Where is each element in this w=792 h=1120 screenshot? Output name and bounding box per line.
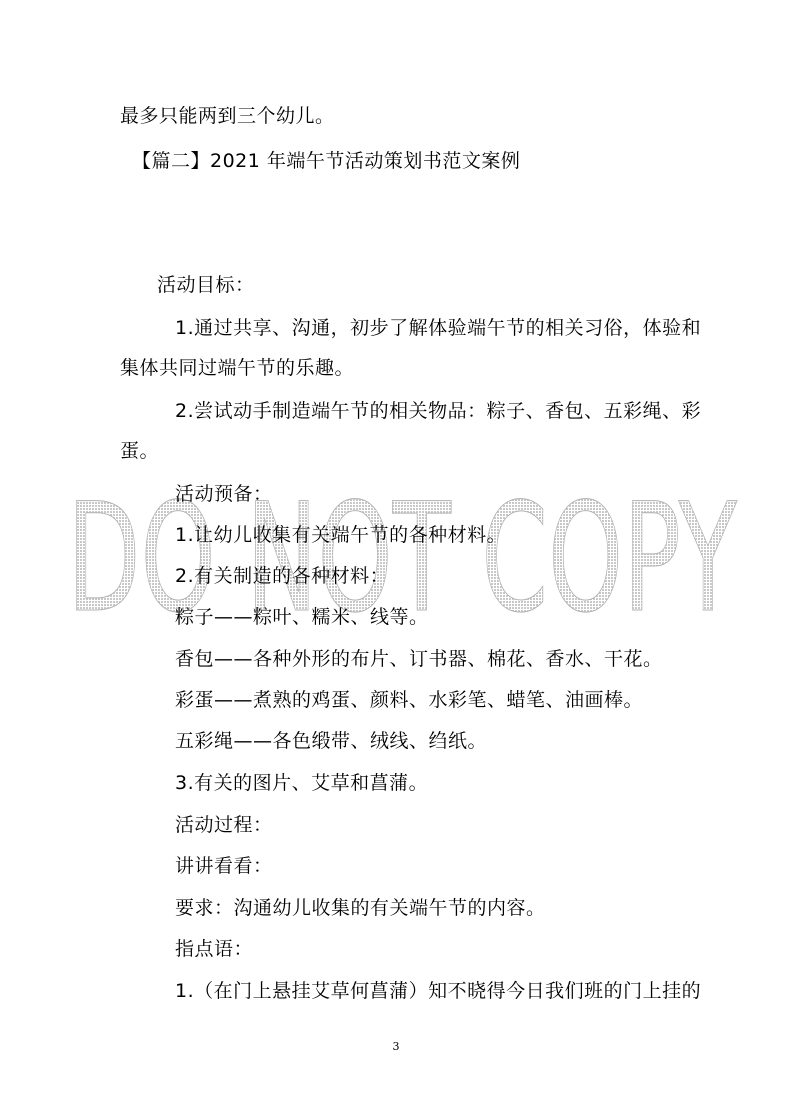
body-text-line: 集体共同过端午节的乐趣。 [120, 357, 355, 379]
subheading-objectives: 活动目标： [157, 274, 255, 296]
body-text-line: 粽子——粽叶、糯米、线等。 [175, 606, 429, 628]
section-heading: 【篇二】2021 年端午节活动策划书范文案例 [132, 150, 521, 172]
body-text-line: 1.（在门上悬挂艾草何菖蒲）知不晓得今日我们班的门上挂的 [175, 980, 702, 1002]
subheading-preparation: 活动预备： [175, 483, 273, 505]
body-text-line: 蛋。 [120, 440, 160, 462]
body-text-line: 2.尝试动手制造端午节的相关物品：粽子、香包、五彩绳、彩 [175, 400, 702, 422]
body-text-line: 讲讲看看： [175, 855, 273, 877]
body-text-line: 五彩绳——各色缎带、绒线、绉纸。 [175, 730, 488, 752]
body-text-line: 2.有关制造的各种材料： [175, 565, 390, 587]
body-text-line: 1.通过共享、沟通，初步了解体验端午节的相关习俗，体验和 [175, 317, 702, 339]
body-text-line: 要求：沟通幼儿收集的有关端午节的内容。 [175, 897, 546, 919]
body-text-line: 最多只能两到三个幼儿。 [120, 105, 335, 127]
page-number: 3 [392, 1040, 400, 1053]
subheading-process: 活动过程： [175, 814, 273, 836]
body-text-line: 3.有关的图片、艾草和菖蒲。 [175, 772, 429, 794]
body-text-line: 香包——各种外形的布片、订书器、棉花、香水、干花。 [175, 648, 663, 670]
watermark-text: DO NOT COPY [67, 478, 738, 638]
body-text-line: 彩蛋——煮熟的鸡蛋、颜料、水彩笔、蜡笔、油画棒。 [175, 689, 644, 711]
body-text-line: 1.让幼儿收集有关端午节的各种材料。 [175, 524, 507, 546]
body-text-line: 指点语： [175, 938, 254, 960]
